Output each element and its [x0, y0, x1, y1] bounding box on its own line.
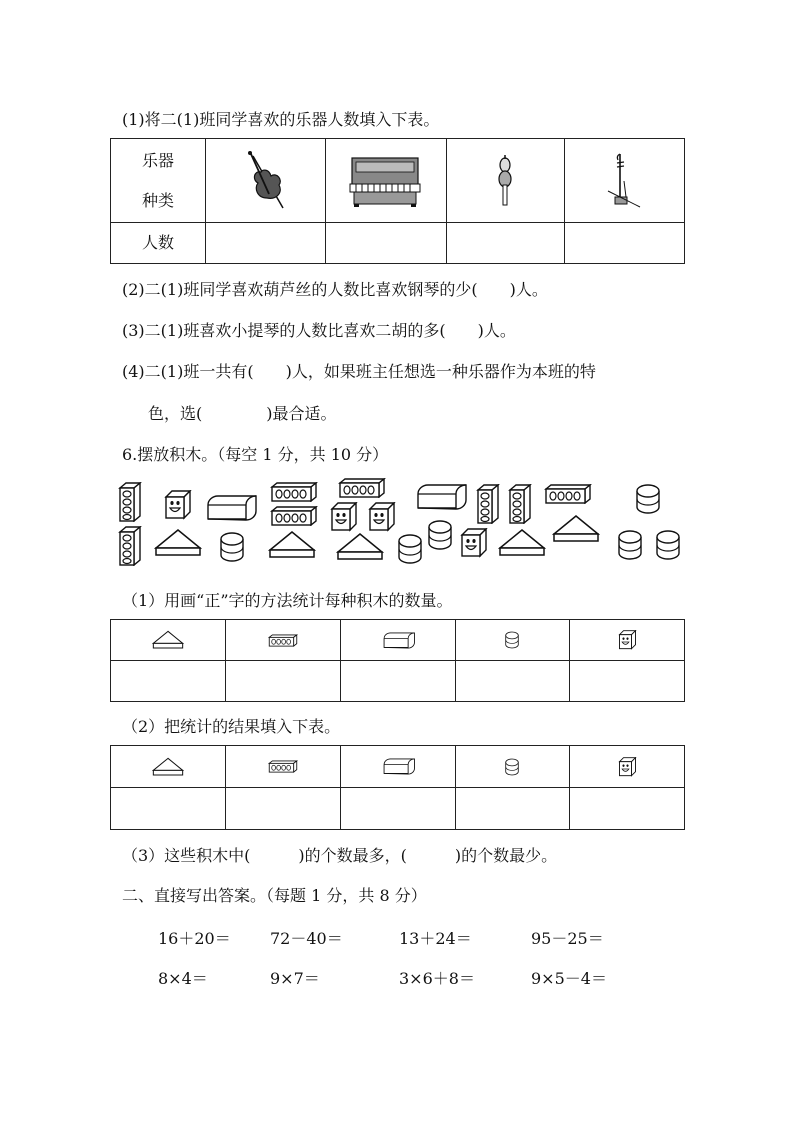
q5-part2: (2)二(1)班同学喜欢葫芦丝的人数比喜欢钢琴的少( )人。 [122, 280, 548, 299]
hulusi-icon [495, 153, 515, 209]
q5-part1: (1)将二(1)班同学喜欢的乐器人数填入下表。 [122, 110, 440, 129]
calc-4: 95－25＝ [531, 929, 604, 948]
q6-title: 6.摆放积木。（每空 1 分，共 10 分） [122, 445, 389, 464]
count-header-cube [570, 746, 685, 788]
tally-blank-rectangle[interactable] [225, 661, 340, 702]
half-cylinder-block-icon [379, 631, 417, 650]
triangle-block-icon [152, 757, 184, 777]
count-blank-rectangle[interactable] [225, 788, 340, 830]
instrument-label-b: 种类 [142, 190, 175, 210]
tally-header-half-cylinder [340, 620, 455, 661]
piano-icon [346, 154, 426, 208]
half-cylinder-block-icon [208, 496, 256, 520]
section2-title: 二、直接写出答案。（每题 1 分，共 8 分） [122, 886, 427, 905]
violin-count-blank[interactable] [206, 223, 326, 264]
q6-part2: （2）把统计的结果填入下表。 [122, 717, 341, 736]
tally-table [110, 619, 685, 702]
blocks-picture [108, 478, 693, 570]
count-label-cell [111, 223, 206, 264]
cube-block-icon [332, 503, 356, 530]
calc-2: 72－40＝ [270, 929, 343, 948]
count-label: 人数 [142, 233, 175, 252]
tally-header-cube [570, 620, 685, 661]
calc-5: 8×4＝ [158, 969, 208, 988]
erhu-count-blank[interactable] [564, 223, 684, 264]
half-cylinder-block-icon [418, 485, 466, 509]
cylinder-block-icon [504, 757, 520, 777]
tally-header-cylinder [455, 620, 570, 661]
calc-6: 9×7＝ [270, 969, 320, 988]
rectangle-block-icon [272, 483, 316, 501]
instrument-table [110, 138, 685, 264]
cylinder-block-icon [221, 533, 243, 561]
count-header-rectangle [225, 746, 340, 788]
calc-8: 9×5－4＝ [531, 969, 607, 988]
piano-count-blank[interactable] [326, 223, 447, 264]
rectangle-block-icon [340, 479, 384, 497]
q5-part4a: (4)二(1)班一共有( )人，如果班主任想选一种乐器作为本班的特 [122, 362, 596, 381]
count-blank-triangle[interactable] [111, 788, 226, 830]
count-header-half-cylinder [340, 746, 455, 788]
triangle-block-icon [554, 516, 598, 541]
tally-header-triangle [111, 620, 226, 661]
count-table [110, 745, 685, 830]
cube-block-icon [618, 757, 637, 777]
rectangle-block-icon [272, 507, 316, 525]
count-header-triangle [111, 746, 226, 788]
instrument-label-cell [111, 139, 206, 223]
rectangle-block-icon [120, 527, 140, 565]
hulusi-count-blank[interactable] [446, 223, 564, 264]
half-cylinder-block-icon [379, 757, 417, 776]
triangle-block-icon [156, 530, 200, 555]
calc-1: 16＋20＝ [158, 929, 231, 948]
q5-part3: (3)二(1)班喜欢小提琴的人数比喜欢二胡的多( )人。 [122, 321, 516, 340]
rectangle-block-icon [510, 485, 530, 523]
cube-block-icon [166, 491, 190, 518]
cylinder-block-icon [657, 531, 679, 559]
tally-blank-cylinder[interactable] [455, 661, 570, 702]
cylinder-block-icon [504, 630, 520, 650]
rectangle-block-icon [268, 760, 298, 773]
cylinder-block-icon [429, 521, 451, 549]
hulusi-cell [446, 139, 564, 223]
count-blank-cube[interactable] [570, 788, 685, 830]
rectangle-block-icon [268, 634, 298, 647]
count-blank-cylinder[interactable] [455, 788, 570, 830]
cube-block-icon [618, 630, 637, 650]
cylinder-block-icon [399, 535, 421, 563]
tally-blank-cube[interactable] [570, 661, 685, 702]
cube-block-icon [370, 503, 394, 530]
erhu-icon [604, 151, 644, 211]
calc-7: 3×6＋8＝ [399, 969, 475, 988]
cube-block-icon [462, 529, 486, 556]
cylinder-block-icon [619, 531, 641, 559]
rectangle-block-icon [546, 485, 590, 503]
count-header-cylinder [455, 746, 570, 788]
violin-icon [241, 150, 291, 212]
piano-cell [326, 139, 447, 223]
calc-3: 13＋24＝ [399, 929, 472, 948]
count-blank-half-cylinder[interactable] [340, 788, 455, 830]
q6-part3: （3）这些积木中( )的个数最多，( )的个数最少。 [122, 846, 558, 865]
triangle-block-icon [270, 532, 314, 557]
rectangle-block-icon [478, 485, 498, 523]
q6-part1: （1）用画“正”字的方法统计每种积木的数量。 [122, 591, 453, 610]
triangle-block-icon [338, 534, 382, 559]
tally-header-rectangle [225, 620, 340, 661]
rectangle-block-icon [120, 483, 140, 521]
tally-blank-triangle[interactable] [111, 661, 226, 702]
triangle-block-icon [500, 530, 544, 555]
q5-part4b: 色，选( )最合适。 [148, 404, 337, 423]
tally-blank-half-cylinder[interactable] [340, 661, 455, 702]
instrument-label-a: 乐器 [142, 150, 175, 170]
triangle-block-icon [152, 630, 184, 650]
cylinder-block-icon [637, 485, 659, 513]
erhu-cell [564, 139, 684, 223]
violin-cell [206, 139, 326, 223]
